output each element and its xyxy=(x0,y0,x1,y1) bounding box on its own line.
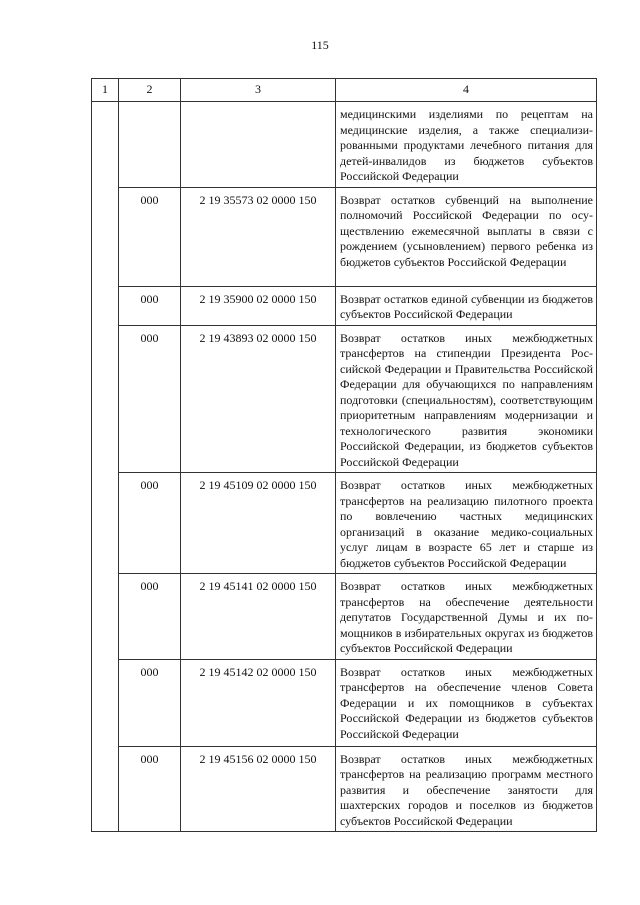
budget-classification-code: 2 19 43893 02 0000 150 xyxy=(181,325,336,473)
budget-code-table xyxy=(91,78,597,832)
budget-classification-code: 2 19 35573 02 0000 150 xyxy=(181,187,336,286)
revenue-description: Возврат остатков единой субвенции из бюджетов субъектов Российской Федерации xyxy=(336,286,597,325)
admin-code xyxy=(119,102,181,188)
header-col-3: 3 xyxy=(181,79,336,102)
revenue-description: Возврат остатков иных межбюджетных трансфертов на обеспечение деятельности депутатов Государственной Думы и их помощников в избирательных округах из бюджетов субъектов Российской Федерации xyxy=(336,574,597,660)
admin-code: 000 xyxy=(119,325,181,473)
admin-code: 000 xyxy=(119,659,181,746)
table-row xyxy=(92,659,597,746)
table-row xyxy=(92,286,597,325)
admin-code: 000 xyxy=(119,473,181,574)
budget-classification-code: 2 19 45142 02 0000 150 xyxy=(181,659,336,746)
table-row xyxy=(92,102,597,188)
budget-classification-code: 2 19 35900 02 0000 150 xyxy=(181,286,336,325)
revenue-description: Возврат остатков иных межбюджетных трансфертов на реализацию программ местного развития и обеспечение занятости для шахтерских городов и поселков из бюджетов субъектов Российской Федерации xyxy=(336,746,597,832)
table-row xyxy=(92,187,597,286)
header-col-2: 2 xyxy=(119,79,181,102)
admin-code: 000 xyxy=(119,746,181,832)
table-header-row xyxy=(92,79,597,102)
budget-classification-code: 2 19 45141 02 0000 150 xyxy=(181,574,336,660)
header-col-1: 1 xyxy=(92,79,119,102)
table-row xyxy=(92,325,597,473)
admin-code: 000 xyxy=(119,187,181,286)
page-number: 115 xyxy=(311,38,329,52)
table-row xyxy=(92,574,597,660)
table-row xyxy=(92,473,597,574)
revenue-description: Возврат остатков иных межбюджетных трансфертов на обеспечение членов Совета Федерации и их помощников в субъектах Российской Федерации из бюджетов субъектов Российской Федерации xyxy=(336,659,597,746)
revenue-description: Возврат остатков иных межбюджетных трансфертов на стипендии Президента Российской Федерации и Правительства Российской Федерации для обучающихся по направлениям подготовки (специальностям), соответствующим приоритетным направлениям модернизации и технологического развития экономики Российской Федерации, из бюджетов субъектов Российской Федерации xyxy=(336,325,597,473)
revenue-description: Возврат остатков субвенций на выполнение полномочий Российской Федерации по осуществлению ежемесячной выплаты в связи с рождением (усыновлением) первого ребенка из бюджетов субъектов Российской Федерации xyxy=(336,187,597,286)
budget-classification-code: 2 19 45109 02 0000 150 xyxy=(181,473,336,574)
budget-classification-code xyxy=(181,102,336,188)
budget-classification-code: 2 19 45156 02 0000 150 xyxy=(181,746,336,832)
revenue-description: медицинскими изделиями по рецептам на медицинские изделия, а также специализированными продуктами лечебного питания для детей-инвалидов из бюджетов субъектов Российской Федерации xyxy=(336,102,597,188)
table-row xyxy=(92,746,597,832)
admin-code: 000 xyxy=(119,286,181,325)
header-col-4: 4 xyxy=(336,79,597,102)
revenue-description: Возврат остатков иных межбюджетных трансфертов на реализацию пилотного проекта по вовлечению частных медицинских организаций в оказание медико-социальных услуг лицам в возрасте 65 лет и старше из бюджетов субъектов Российской Федерации xyxy=(336,473,597,574)
col-1-merged-cell xyxy=(92,102,119,832)
admin-code: 000 xyxy=(119,574,181,660)
